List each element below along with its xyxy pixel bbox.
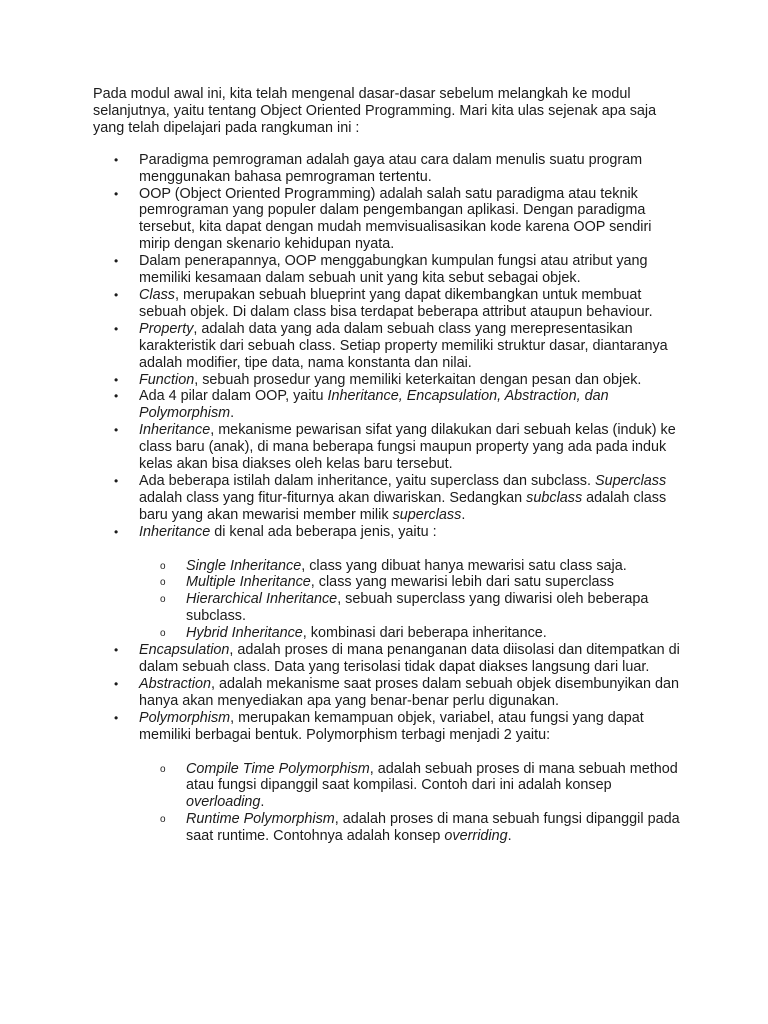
term: Single Inheritance (186, 557, 302, 574)
list-item: • Paradigma pemrograman adalah gaya atau cara dalam menulis suatu program menggunakan bahasa pemrograman tertentu. (93, 152, 683, 186)
term: Superclass (594, 472, 667, 489)
term: Inheritance (139, 422, 211, 439)
term: Abstraction (139, 675, 211, 692)
term: Compile Time Polymorphism (186, 760, 370, 777)
inheritance-types-list (139, 558, 683, 643)
sub-list-item: o Runtime Polymorphism, adalah proses di mana sebuah fungsi dipanggil pada saat runtime. Contohnya adalah konsep overriding. (93, 811, 683, 845)
summary-list (93, 152, 683, 845)
document-page (93, 86, 683, 845)
list-item: • Property, adalah data yang ada dalam sebuah class yang merepresentasikan karakteristik dari sebuah class. Setiap property memiliki struktur dasar, diantaranya adalah modifier, tipe data, nama konstanta dan nilai. (93, 321, 683, 372)
term: Class (139, 286, 175, 303)
term: overloading (186, 794, 261, 811)
list-item: • Class, merupakan sebuah blueprint yang dapat dikembangkan untuk membuat sebuah objek. Di dalam class bisa terdapat beberapa attribut ataupun behaviour. (93, 287, 683, 321)
term: Encapsulation (139, 642, 230, 659)
sub-list-item: o Multiple Inheritance, class yang mewarisi lebih dari satu superclass (93, 574, 683, 591)
term: Hierarchical Inheritance (186, 591, 338, 608)
sub-list-item: o Single Inheritance, class yang dibuat hanya mewarisi satu class saja. (93, 558, 683, 575)
list-item: • Ada 4 pilar dalam OOP, yaitu Inheritance, Encapsulation, Abstraction, dan Polymorphism. (93, 388, 683, 422)
list-item: • Inheritance, mekanisme pewarisan sifat yang dilakukan dari sebuah kelas (induk) ke class baru (anak), di mana beberapa fungsi maupun property yang ada pada induk kelas akan bisa diakses oleh kelas baru tersebut. (93, 422, 683, 473)
list-item: • Inheritance di kenal ada beberapa jenis, yaitu : o Single Inheritance, class yang dibuat hanya mewarisi satu class saja. o Multiple Inheritance, class yang mewarisi lebih dari satu superclass o Hierarchical Inheritance, sebuah superclass yang diwarisi oleh beberapa subclass. o Hybrid Inheritance, kombinasi dari beberapa inheritance. (93, 524, 683, 642)
list-item: • Function, sebuah prosedur yang memiliki keterkaitan dengan pesan dan objek. (93, 372, 683, 389)
sub-list-item: o Hybrid Inheritance, kombinasi dari beberapa inheritance. (93, 625, 683, 642)
term: overriding (444, 828, 508, 845)
term: Multiple Inheritance (186, 574, 311, 591)
intro-paragraph: Pada modul awal ini, kita telah mengenal dasar-dasar sebelum melangkah ke modul selanjutnya, yaitu tentang Object Oriented Programming. Mari kita ulas sejenak apa saja yang telah dipelajari pada rangkuman ini : (93, 86, 657, 136)
list-item: • Ada beberapa istilah dalam inheritance, yaitu superclass dan subclass. Superclass adalah class yang fitur-fiturnya akan diwariskan. Sedangkan subclass adalah class baru yang akan mewarisi member milik superclass. (93, 473, 683, 524)
term: Inheritance (139, 523, 211, 540)
list-item: • Polymorphism, merupakan kemampuan objek, variabel, atau fungsi yang dapat memiliki berbagai bentuk. Polymorphism terbagi menjadi 2 yaitu: o Compile Time Polymorphism, adalah sebuah proses di mana sebuah method atau fungsi dipanggil saat kompilasi. Contoh dari ini adalah konsep overloading. o Runtime Polymorphism, adalah proses di mana sebuah fungsi dipanggil pada saat runtime. Contohnya adalah konsep overriding. (93, 710, 683, 845)
term: Inheritance, Encapsulation, Abstraction, dan Polymorphism (139, 388, 609, 422)
term: Property (139, 320, 194, 337)
list-item: • Dalam penerapannya, OOP menggabungkan kumpulan fungsi atau atribut yang memiliki kesamaan dalam sebuah unit yang kita sebut sebagai objek. (93, 253, 683, 287)
term: Hybrid Inheritance (186, 625, 303, 642)
term: superclass (392, 506, 462, 523)
polymorphism-types-list (139, 761, 683, 846)
term: Runtime Polymorphism (186, 811, 335, 828)
list-item: • Encapsulation, adalah proses di mana penanganan data diisolasi dan ditempatkan di dalam sebuah class. Data yang terisolasi tidak dapat diakses langsung dari luar. (93, 642, 683, 676)
sub-list-item: o Compile Time Polymorphism, adalah sebuah proses di mana sebuah method atau fungsi dipanggil saat kompilasi. Contoh dari ini adalah konsep overloading. (93, 761, 683, 812)
term: Function (139, 371, 195, 388)
term: subclass (526, 489, 583, 506)
list-item: • OOP (Object Oriented Programming) adalah salah satu paradigma atau teknik pemrograman yang populer dalam pengembangan aplikasi. Dengan paradigma tersebut, kita dapat dengan mudah memvisualisasikan kode karena OOP sendiri mirip dengan skenario kehidupan nyata. (93, 186, 683, 254)
term: Polymorphism (139, 709, 231, 726)
list-item: • Abstraction, adalah mekanisme saat proses dalam sebuah objek disembunyikan dan hanya akan menyediakan apa yang benar-benar perlu digunakan. (93, 676, 683, 710)
sub-list-item: o Hierarchical Inheritance, sebuah superclass yang diwarisi oleh beberapa subclass. (93, 591, 683, 625)
